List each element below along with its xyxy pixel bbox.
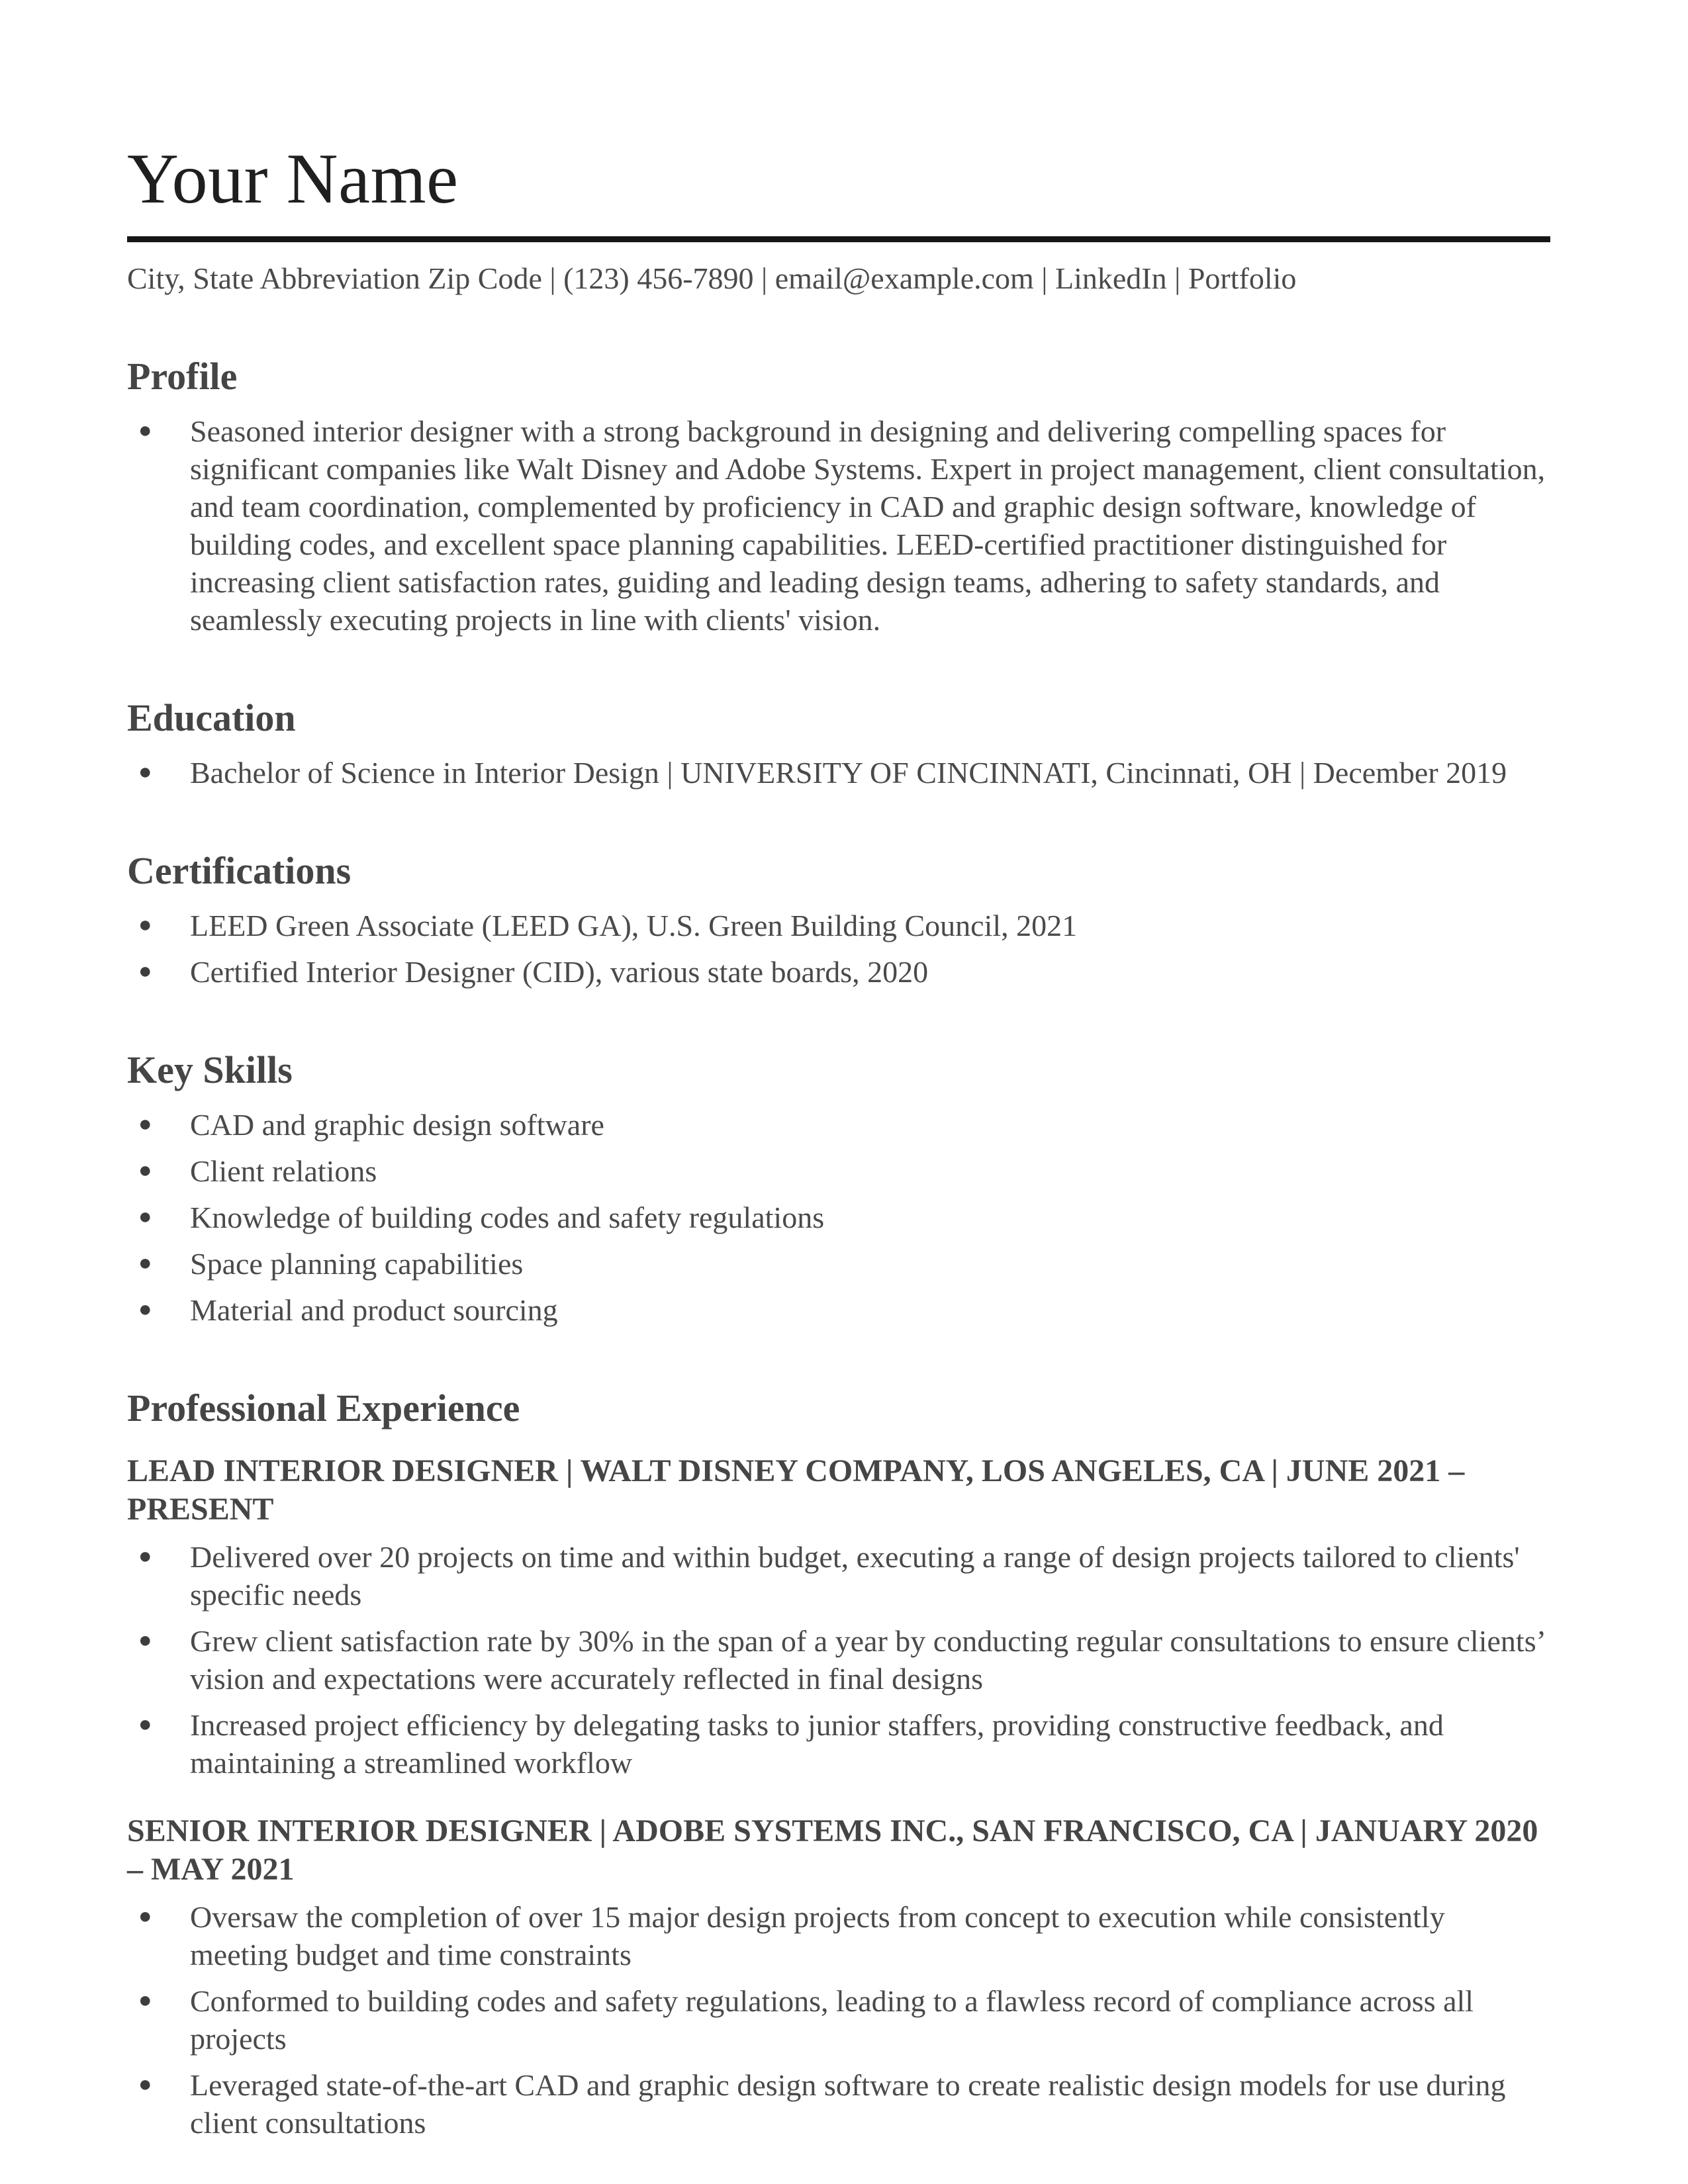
job-duty-text: Conformed to building codes and safety regulations, leading to a flawless record of compliance across all projects [190, 1983, 1474, 2056]
section-education [127, 694, 1550, 792]
list-item [127, 1538, 1550, 1614]
job-entry [127, 1812, 1550, 2142]
job-duty-text: Increased project efficiency by delegating tasks to junior staffers, providing constructive feedback, and maintaining a streamlined workflow [190, 1707, 1444, 1780]
certifications-list [127, 907, 1550, 991]
bullet-icon: ● [138, 418, 152, 443]
bullet-icon: ● [138, 1158, 152, 1183]
skill-text: CAD and graphic design software [190, 1107, 604, 1142]
list-item [127, 1245, 1550, 1283]
job-duty-text: Delivered over 20 projects on time and within budget, executing a range of design projects tailored to clients' specific needs [190, 1539, 1520, 1612]
page-title: Your Name [127, 140, 459, 218]
skill-text: Knowledge of building codes and safety regulations [190, 1200, 825, 1234]
profile-summary-text: Seasoned interior designer with a strong background in designing and delivering compelling spaces for significant companies like Walt Disney and Adobe Systems. Expert in project management, client consultation, and team coordination, complemented by proficiency in CAD and graphic design software, knowledge of building codes, and excellent space planning capabilities. LEED-certified practitioner distinguished for increasing client satisfaction rates, guiding and leading design teams, adhering to safety standards, and seamlessly executing projects in line with clients' vision. [190, 414, 1546, 637]
list-item [127, 1199, 1550, 1236]
education-list [127, 754, 1550, 792]
skill-text: Client relations [190, 1154, 377, 1188]
bullet-icon: ● [138, 1111, 152, 1136]
bullet-icon: ● [138, 1543, 152, 1569]
header-divider [127, 236, 1550, 242]
list-item [127, 907, 1550, 944]
job-duty-text: Oversaw the completion of over 15 major design projects from concept to execution while consistently meeting budget and time constraints [190, 1899, 1445, 1972]
list-item [127, 953, 1550, 991]
list-item [127, 1706, 1550, 1782]
list-item [127, 1152, 1550, 1190]
job-header: LEAD INTERIOR DESIGNER | WALT DISNEY COMPANY, LOS ANGELES, CA | JUNE 2021 – PRESENT [127, 1453, 1465, 1527]
education-heading: Education [127, 696, 296, 739]
bullet-icon: ● [138, 912, 152, 937]
contact-line: City, State Abbreviation Zip Code | (123) 456-7890 | email@example.com | LinkedIn | Portfolio [127, 261, 1297, 295]
certification-entry-text: LEED Green Associate (LEED GA), U.S. Green Building Council, 2021 [190, 908, 1078, 942]
list-item [127, 1898, 1550, 1974]
job-entry [127, 1452, 1550, 1782]
job-duties-list [127, 1898, 1550, 2142]
skill-text: Material and product sourcing [190, 1293, 558, 1327]
experience-heading: Professional Experience [127, 1386, 520, 1430]
key-skills-list [127, 1106, 1550, 1329]
job-duties-list [127, 1538, 1550, 1782]
bullet-icon: ● [138, 1627, 152, 1653]
list-item [127, 1622, 1550, 1698]
list-item [127, 1106, 1550, 1144]
bullet-icon: ● [138, 1250, 152, 1275]
education-entry-text: Bachelor of Science in Interior Design | UNIVERSITY OF CINCINNATI, Cincinnati, OH | December 2019 [190, 755, 1507, 790]
certifications-heading: Certifications [127, 848, 352, 892]
bullet-icon: ● [138, 759, 152, 784]
bullet-icon: ● [138, 1711, 152, 1737]
list-item [127, 2066, 1550, 2142]
bullet-icon: ● [138, 958, 152, 983]
section-professional-experience [127, 1385, 1550, 2142]
list-item [127, 1291, 1550, 1329]
certification-entry-text: Certified Interior Designer (CID), various state boards, 2020 [190, 954, 929, 989]
section-profile [127, 353, 1550, 639]
profile-list [127, 412, 1550, 639]
section-certifications [127, 847, 1550, 991]
job-header: SENIOR INTERIOR DESIGNER | ADOBE SYSTEMS INC., SAN FRANCISCO, CA | JANUARY 2020 – MAY 2021 [127, 1813, 1538, 1887]
bullet-icon: ● [138, 1903, 152, 1929]
job-duty-text: Grew client satisfaction rate by 30% in the span of a year by conducting regular consultations to ensure clients’ vision and expectations were accurately reflected in final designs [190, 1623, 1544, 1696]
profile-heading: Profile [127, 354, 238, 398]
skill-text: Space planning capabilities [190, 1246, 524, 1281]
job-duty-text: Leveraged state-of-the-art CAD and graphic design software to create realistic design models for use during client consultations [190, 2068, 1506, 2140]
bullet-icon: ● [138, 1987, 152, 2013]
list-item [127, 412, 1550, 639]
bullet-icon: ● [138, 1204, 152, 1229]
bullet-icon: ● [138, 2071, 152, 2097]
list-item [127, 1982, 1550, 2058]
key-skills-heading: Key Skills [127, 1048, 293, 1091]
section-key-skills [127, 1046, 1550, 1329]
bullet-icon: ● [138, 1297, 152, 1322]
list-item [127, 754, 1550, 792]
